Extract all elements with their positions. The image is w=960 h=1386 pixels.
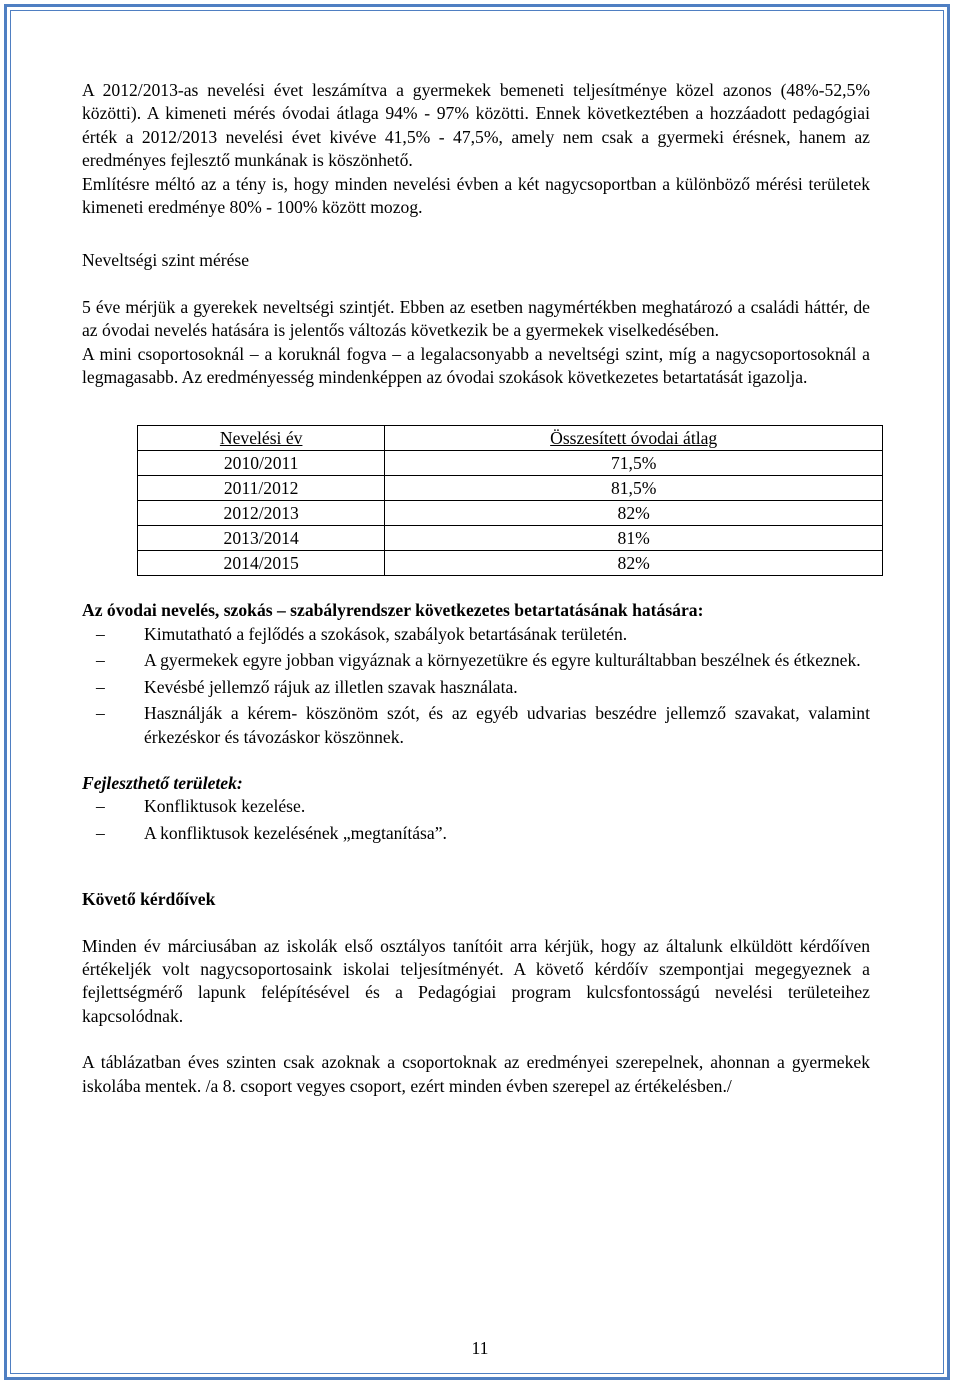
- list-item: – Konfliktusok kezelése.: [82, 795, 870, 818]
- cell-average: 71,5%: [385, 451, 883, 476]
- koveto-paragraph-2: A táblázatban éves szinten csak azoknak a csoportoknak az eredményei szerepelnek, ahonnan a gyermekek iskolába mentek. /a 8. csoport vegyes csoport, ezért minden évben szerepel az értékelésben./: [82, 1052, 870, 1096]
- neveltseg-paragraph-1: 5 éve mérjük a gyerekek neveltségi szintjét. Ebben az esetben nagymértékben meghatározó a családi háttér, de az óvodai nevelés hatására is jelentős változás következik be a gyermekek viselkedésében.: [82, 296, 870, 341]
- dash-bullet: –: [96, 822, 105, 843]
- koveto-heading: Követő kérdőívek: [82, 889, 216, 910]
- list-item: – Kevésbé jellemző rájuk az illetlen szavak használata.: [82, 676, 870, 699]
- koveto-paragraph-1: Minden év márciusában az iskolák első osztályos tanítóit arra kérjük, hogy az általunk elküldött kérdőíven értékeljék volt nagycsoportosaink iskolai teljesítményét. A követő kérdőív szempontjai megegyeznek a fejlettségmérő lapunk felépítésével és a Pedagógiai program kulcsfontosságú nevelési területeihez kapcsolódnak.: [82, 935, 870, 1026]
- neveltseg-heading: Neveltségi szint mérése: [82, 250, 250, 271]
- table-row: [138, 551, 883, 576]
- cell-year: 2012/2013: [138, 501, 385, 526]
- cell-year: 2010/2011: [138, 451, 385, 476]
- neveltseg-paragraph-2: A mini csoportosoknál – a koruknál fogva – a legalacsonyabb a neveltségi szint, míg a nagycsoportosoknál a legmagasabb. Az eredményesség mindenképpen az óvodai szokások következetes betartatását igazolja.: [82, 343, 870, 388]
- fejlesztheto-heading: Fejleszthető területek:: [82, 772, 243, 793]
- intro-paragraph-2: Említésre méltó az a tény is, hogy minden nevelési évben a két nagycsoportban a különböző mérési területek kimeneti eredménye 80% - 100% között mozog.: [82, 173, 870, 218]
- cell-average: 82%: [385, 501, 883, 526]
- document-body: [82, 79, 870, 1098]
- header-year: Nevelési év: [138, 426, 385, 451]
- dash-bullet: –: [96, 703, 105, 724]
- cell-average: 81%: [385, 526, 883, 551]
- cell-average: 82%: [385, 551, 883, 576]
- cell-average: 81,5%: [385, 476, 883, 501]
- cell-year: 2011/2012: [138, 476, 385, 501]
- dash-bullet: –: [96, 676, 105, 697]
- list-item: – Használják a kérem- köszönöm szót, és az egyéb udvarias beszédre jellemző szavakat, valamint érkezéskor és távozáskor köszönnek.: [96, 703, 870, 747]
- hatas-list: [82, 623, 870, 749]
- hatas-heading: Az óvodai nevelés, szokás – szabályrendszer következetes betartatásának hatására:: [82, 600, 704, 621]
- table-row: [138, 476, 883, 501]
- intro-paragraph-1: A 2012/2013-as nevelési évet leszámítva a gyermekek bemeneti teljesítménye közel azonos (48%-52,5% közötti). A kimeneti mérés óvodai átlaga 94% - 97% közötti. Ennek következtében a hozzáadott pedagógiai érték a 2012/2013 nevelési évet kivéve 41,5% - 47,5%, amely nem csak a gyermeki érésnek, hanem az eredményes fejlesztő munkának is köszönhető.: [82, 80, 870, 171]
- list-item: – A konfliktusok kezelésének „megtanítása”.: [82, 822, 870, 845]
- page-number: 11: [471, 1338, 489, 1358]
- list-item: – Kimutatható a fejlődés a szokások, szabályok betartásának területén.: [82, 623, 870, 646]
- cell-year: 2014/2015: [138, 551, 385, 576]
- dash-bullet: –: [96, 623, 105, 644]
- table-header-row: [138, 426, 883, 451]
- dash-bullet: –: [96, 796, 105, 817]
- results-table: [137, 425, 883, 576]
- table-row: [138, 451, 883, 476]
- list-item: – A gyermekek egyre jobban vigyáznak a környezetükre és egyre kulturáltabban beszélnek és étkeznek.: [82, 649, 870, 672]
- fejlesztheto-list: [82, 795, 870, 845]
- dash-bullet: –: [96, 650, 105, 671]
- table-row: [138, 526, 883, 551]
- header-average: Összesített óvodai átlag: [385, 426, 883, 451]
- table-row: [138, 501, 883, 526]
- cell-year: 2013/2014: [138, 526, 385, 551]
